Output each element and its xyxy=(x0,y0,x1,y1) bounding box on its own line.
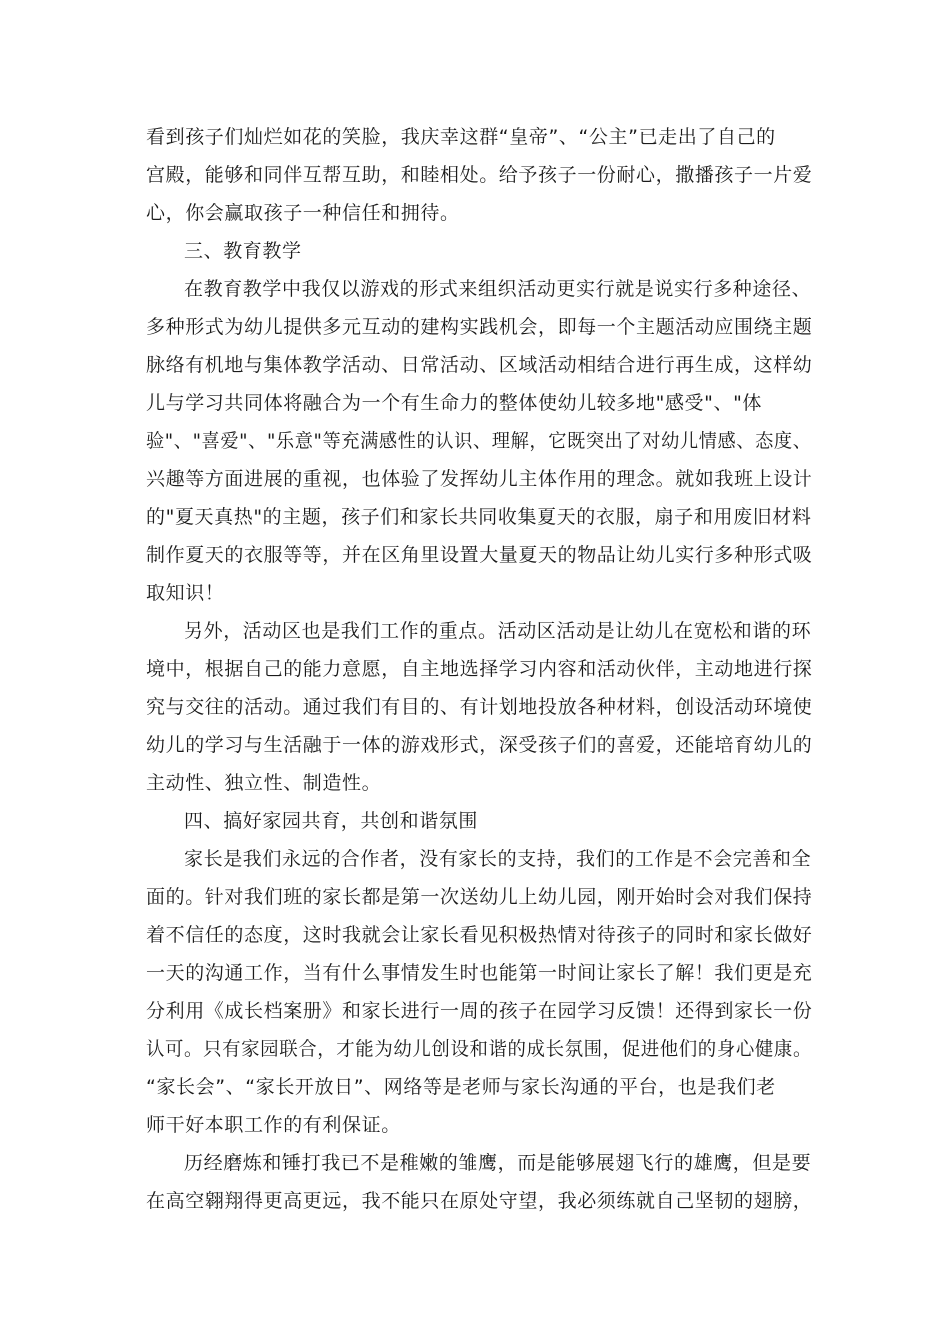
text-line: 究与交往的活动。通过我们有目的、有计划地投放各种材料，创设活动环境使 xyxy=(146,696,813,718)
text-line: 脉络有机地与集体教学活动、日常活动、区域活动相结合进行再生成，这样幼 xyxy=(146,354,813,376)
text-line: 师干好本职工作的有利保证。 xyxy=(146,1114,401,1136)
text-line: 多种形式为幼儿提供多元互动的建构实践机会，即每一个主题活动应围绕主题 xyxy=(146,316,813,338)
text-line: 宫殿，能够和同伴互帮互助，和睦相处。给予孩子一份耐心，撒播孩子一片爱 xyxy=(146,164,813,186)
text-line: 验"、"喜爱"、"乐意"等充满感性的认识、理解，它既突出了对幼儿情感、态度、 xyxy=(146,430,812,452)
text-line: 在高空翱翔得更高更远，我不能只在原处守望，我必须练就自己坚韧的翅膀， xyxy=(146,1190,813,1212)
section-heading: 三、教育教学 xyxy=(184,240,302,262)
text-line: 一天的沟通工作，当有什么事情发生时也能第一时间让家长了解！我们更是充 xyxy=(146,962,813,984)
text-line: 兴趣等方面进展的重视，也体验了发挥幼儿主体作用的理念。就如我班上设计 xyxy=(146,468,813,490)
text-line: 看到孩子们灿烂如花的笑脸，我庆幸这群“皇帝”、“公主”已走出了自己的 xyxy=(146,126,776,148)
text-line: 儿与学习共同体将融合为一个有生命力的整体使幼儿较多地"感受"、"体 xyxy=(146,392,763,414)
text-line: 幼儿的学习与生活融于一体的游戏形式，深受孩子们的喜爱，还能培育幼儿的 xyxy=(146,734,813,756)
text-line: 另外，活动区也是我们工作的重点。活动区活动是让幼儿在宽松和谐的环 xyxy=(184,620,812,642)
text-line: 的"夏天真热"的主题，孩子们和家长共同收集夏天的衣服，扇子和用废旧材料 xyxy=(146,506,812,528)
text-line: “家长会”、“家长开放日”、网络等是老师与家长沟通的平台，也是我们老 xyxy=(146,1076,776,1098)
text-line: 境中，根据自己的能力意愿，自主地选择学习内容和活动伙伴，主动地进行探 xyxy=(146,658,813,680)
text-line: 分利用《成长档案册》和家长进行一周的孩子在园学习反馈！还得到家长一份 xyxy=(146,1000,813,1022)
text-line: 主动性、独立性、制造性。 xyxy=(146,772,382,794)
text-line: 认可。只有家园联合，才能为幼儿创设和谐的成长氛围，促进他们的身心健康。 xyxy=(146,1038,812,1060)
text-line: 制作夏天的衣服等等，并在区角里设置大量夏天的物品让幼儿实行多种形式吸 xyxy=(146,544,813,566)
text-line: 历经磨炼和锤打我已不是稚嫩的雏鹰，而是能够展翅飞行的雄鹰，但是要 xyxy=(184,1152,812,1174)
text-line: 家长是我们永远的合作者，没有家长的支持，我们的工作是不会完善和全 xyxy=(184,848,812,870)
text-line: 着不信任的态度，这时我就会让家长看见积极热情对待孩子的同时和家长做好 xyxy=(146,924,813,946)
section-heading: 四、搞好家园共育，共创和谐氛围 xyxy=(184,810,479,832)
text-line: 取知识！ xyxy=(146,582,225,604)
text-line: 在教育教学中我仅以游戏的形式来组织活动更实行就是说实行多种途径、 xyxy=(184,278,812,300)
text-line: 面的。针对我们班的家长都是第一次送幼儿上幼儿园，刚开始时会对我们保持 xyxy=(146,886,813,908)
text-line: 心，你会赢取孩子一种信任和拥待。 xyxy=(146,202,460,224)
